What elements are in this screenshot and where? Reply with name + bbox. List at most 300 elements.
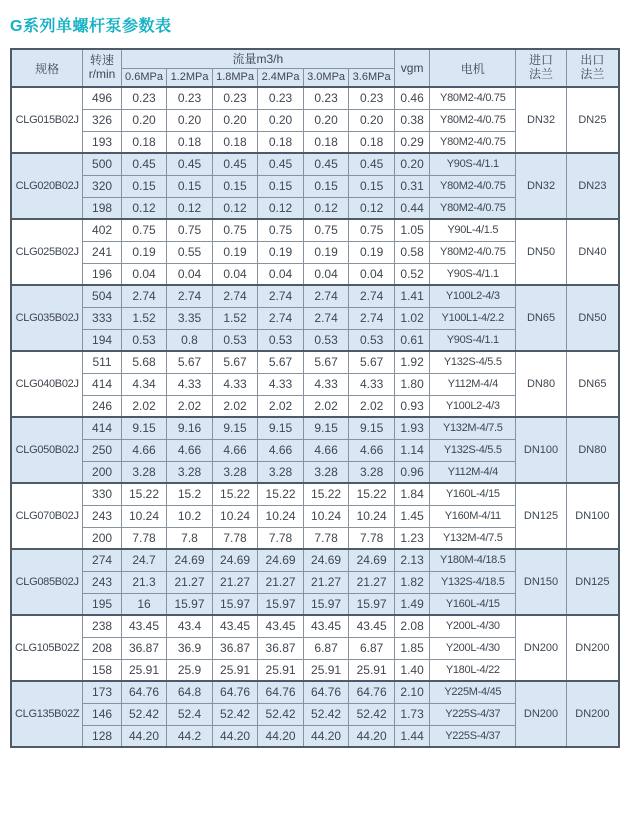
spec-cell: CLG105B02Z [11, 615, 83, 681]
speed-cell: 198 [83, 197, 121, 219]
vgm-cell: 2.10 [394, 681, 429, 703]
flow-cell: 15.97 [303, 593, 349, 615]
vgm-cell: 0.96 [394, 461, 429, 483]
vgm-cell: 0.93 [394, 395, 429, 417]
flow-cell: 24.69 [258, 549, 304, 571]
flow-cell: 0.15 [212, 175, 258, 197]
table-body [11, 87, 619, 747]
flow-cell: 1.52 [212, 307, 258, 329]
flow-cell: 0.15 [349, 175, 395, 197]
flow-cell: 43.45 [121, 615, 167, 637]
flow-cell: 0.45 [212, 153, 258, 175]
flow-cell: 52.42 [121, 703, 167, 725]
flow-cell: 0.20 [258, 109, 304, 131]
vgm-cell: 1.92 [394, 351, 429, 373]
motor-cell: Y112M-4/4 [430, 373, 516, 395]
motor-cell: Y100L2-4/3 [430, 395, 516, 417]
outlet-flange-cell: DN40 [566, 219, 619, 285]
flow-cell: 3.35 [167, 307, 213, 329]
table-row [11, 615, 619, 637]
speed-cell: 200 [83, 461, 121, 483]
table-row [11, 351, 619, 373]
flow-cell: 10.2 [167, 505, 213, 527]
header-motor: 电机 [430, 49, 516, 87]
speed-cell: 208 [83, 637, 121, 659]
flow-cell: 0.12 [303, 197, 349, 219]
flow-cell: 0.45 [349, 153, 395, 175]
header-vgm: vgm [394, 49, 429, 87]
flow-cell: 0.75 [349, 219, 395, 241]
flow-cell: 15.22 [258, 483, 304, 505]
flow-cell: 0.18 [303, 131, 349, 153]
header-pressure-1.2: 1.2MPa [167, 68, 213, 87]
vgm-cell: 1.49 [394, 593, 429, 615]
flow-cell: 2.74 [167, 285, 213, 307]
motor-cell: Y180M-4/18.5 [430, 549, 516, 571]
flow-cell: 10.24 [121, 505, 167, 527]
motor-cell: Y80M2-4/0.75 [430, 197, 516, 219]
speed-cell: 173 [83, 681, 121, 703]
flow-cell: 44.2 [167, 725, 213, 747]
flow-cell: 0.45 [121, 153, 167, 175]
flow-cell: 3.28 [121, 461, 167, 483]
flow-cell: 2.74 [303, 285, 349, 307]
flow-cell: 4.33 [212, 373, 258, 395]
vgm-cell: 1.73 [394, 703, 429, 725]
vgm-cell: 1.23 [394, 527, 429, 549]
flow-cell: 52.42 [303, 703, 349, 725]
flow-cell: 2.74 [349, 307, 395, 329]
inlet-flange-cell: DN125 [516, 483, 567, 549]
flow-cell: 15.97 [349, 593, 395, 615]
flow-cell: 0.12 [349, 197, 395, 219]
header-pressure-1.8: 1.8MPa [212, 68, 258, 87]
outlet-flange-cell: DN200 [566, 615, 619, 681]
motor-cell: Y132M-4/7.5 [430, 417, 516, 439]
flow-cell: 7.78 [303, 527, 349, 549]
flow-cell: 15.22 [303, 483, 349, 505]
header-speed [83, 49, 121, 87]
spec-cell: CLG020B02J [11, 153, 83, 219]
flow-cell: 15.22 [121, 483, 167, 505]
flow-cell: 43.4 [167, 615, 213, 637]
inlet-flange-cell: DN100 [516, 417, 567, 483]
speed-cell: 330 [83, 483, 121, 505]
flow-cell: 4.66 [167, 439, 213, 461]
spec-cell: CLG015B02J [11, 87, 83, 153]
flow-cell: 9.16 [167, 417, 213, 439]
flow-cell: 0.53 [212, 329, 258, 351]
flow-cell: 44.20 [349, 725, 395, 747]
flow-cell: 0.20 [121, 109, 167, 131]
flow-cell: 36.87 [121, 637, 167, 659]
speed-cell: 250 [83, 439, 121, 461]
flow-cell: 6.87 [303, 637, 349, 659]
header-outlet-line1: 出口 [580, 53, 605, 68]
flow-cell: 2.02 [349, 395, 395, 417]
motor-cell: Y80M2-4/0.75 [430, 131, 516, 153]
spec-cell: CLG070B02J [11, 483, 83, 549]
speed-cell: 200 [83, 527, 121, 549]
vgm-cell: 1.80 [394, 373, 429, 395]
flow-cell: 21.27 [349, 571, 395, 593]
vgm-cell: 0.52 [394, 263, 429, 285]
inlet-flange-cell: DN50 [516, 219, 567, 285]
speed-cell: 246 [83, 395, 121, 417]
table-row [11, 219, 619, 241]
flow-cell: 0.04 [303, 263, 349, 285]
motor-cell: Y225M-4/45 [430, 681, 516, 703]
flow-cell: 0.15 [303, 175, 349, 197]
vgm-cell: 1.85 [394, 637, 429, 659]
flow-cell: 21.27 [167, 571, 213, 593]
flow-cell: 0.53 [121, 329, 167, 351]
flow-cell: 2.74 [258, 307, 304, 329]
flow-cell: 64.76 [121, 681, 167, 703]
motor-cell: Y100L1-4/2.2 [430, 307, 516, 329]
flow-cell: 9.15 [349, 417, 395, 439]
inlet-flange-cell: DN32 [516, 87, 567, 153]
flow-cell: 7.78 [349, 527, 395, 549]
motor-cell: Y200L-4/30 [430, 615, 516, 637]
flow-cell: 36.87 [212, 637, 258, 659]
flow-cell: 5.67 [258, 351, 304, 373]
flow-cell: 24.69 [167, 549, 213, 571]
speed-cell: 194 [83, 329, 121, 351]
flow-cell: 52.42 [349, 703, 395, 725]
flow-cell: 44.20 [258, 725, 304, 747]
header-speed-line2: r/min [88, 67, 116, 81]
flow-cell: 2.02 [212, 395, 258, 417]
inlet-flange-cell: DN32 [516, 153, 567, 219]
flow-cell: 52.42 [258, 703, 304, 725]
flow-cell: 7.78 [121, 527, 167, 549]
flow-cell: 0.23 [212, 87, 258, 109]
motor-cell: Y90S-4/1.1 [430, 153, 516, 175]
speed-cell: 193 [83, 131, 121, 153]
header-flow: 流量m3/h [121, 49, 394, 68]
flow-cell: 10.24 [258, 505, 304, 527]
header-pressure-3.6: 3.6MPa [349, 68, 395, 87]
flow-cell: 0.23 [349, 87, 395, 109]
flow-cell: 15.2 [167, 483, 213, 505]
flow-cell: 0.04 [349, 263, 395, 285]
pump-parameters-table [10, 48, 620, 748]
flow-cell: 24.69 [212, 549, 258, 571]
flow-cell: 0.75 [212, 219, 258, 241]
motor-cell: Y80M2-4/0.75 [430, 87, 516, 109]
flow-cell: 24.69 [303, 549, 349, 571]
flow-cell: 0.12 [212, 197, 258, 219]
outlet-flange-cell: DN25 [566, 87, 619, 153]
vgm-cell: 0.38 [394, 109, 429, 131]
flow-cell: 0.19 [258, 241, 304, 263]
flow-cell: 21.27 [303, 571, 349, 593]
outlet-flange-cell: DN23 [566, 153, 619, 219]
vgm-cell: 0.20 [394, 153, 429, 175]
flow-cell: 0.23 [121, 87, 167, 109]
vgm-cell: 0.44 [394, 197, 429, 219]
header-pressure-3.0: 3.0MPa [303, 68, 349, 87]
flow-cell: 0.45 [303, 153, 349, 175]
flow-cell: 6.87 [349, 637, 395, 659]
flow-cell: 64.76 [303, 681, 349, 703]
vgm-cell: 1.05 [394, 219, 429, 241]
flow-cell: 4.33 [303, 373, 349, 395]
table-row [11, 681, 619, 703]
motor-cell: Y100L2-4/3 [430, 285, 516, 307]
table-row [11, 285, 619, 307]
vgm-cell: 1.93 [394, 417, 429, 439]
spec-cell: CLG035B02J [11, 285, 83, 351]
flow-cell: 3.28 [167, 461, 213, 483]
vgm-cell: 1.45 [394, 505, 429, 527]
vgm-cell: 1.40 [394, 659, 429, 681]
vgm-cell: 1.84 [394, 483, 429, 505]
flow-cell: 0.12 [167, 197, 213, 219]
flow-cell: 25.91 [303, 659, 349, 681]
flow-cell: 0.53 [258, 329, 304, 351]
flow-cell: 64.76 [349, 681, 395, 703]
flow-cell: 0.12 [258, 197, 304, 219]
outlet-flange-cell: DN125 [566, 549, 619, 615]
flow-cell: 15.97 [258, 593, 304, 615]
flow-cell: 2.02 [167, 395, 213, 417]
flow-cell: 44.20 [303, 725, 349, 747]
inlet-flange-cell: DN150 [516, 549, 567, 615]
header-spec: 规格 [11, 49, 83, 87]
flow-cell: 36.87 [258, 637, 304, 659]
speed-cell: 274 [83, 549, 121, 571]
header-inlet-line1: 进口 [529, 53, 554, 68]
flow-cell: 0.04 [258, 263, 304, 285]
flow-cell: 0.75 [303, 219, 349, 241]
flow-cell: 0.19 [349, 241, 395, 263]
inlet-flange-cell: DN80 [516, 351, 567, 417]
spec-cell: CLG135B02Z [11, 681, 83, 747]
flow-cell: 25.91 [349, 659, 395, 681]
flow-cell: 5.67 [303, 351, 349, 373]
flow-cell: 0.15 [258, 175, 304, 197]
motor-cell: Y180L-4/22 [430, 659, 516, 681]
flow-cell: 52.4 [167, 703, 213, 725]
motor-cell: Y80M2-4/0.75 [430, 175, 516, 197]
flow-cell: 0.19 [121, 241, 167, 263]
speed-cell: 414 [83, 417, 121, 439]
flow-cell: 2.74 [212, 285, 258, 307]
flow-cell: 64.76 [258, 681, 304, 703]
vgm-cell: 1.44 [394, 725, 429, 747]
flow-cell: 2.02 [121, 395, 167, 417]
flow-cell: 0.23 [303, 87, 349, 109]
header-pressure-2.4: 2.4MPa [258, 68, 304, 87]
vgm-cell: 1.14 [394, 439, 429, 461]
flow-cell: 0.04 [121, 263, 167, 285]
flow-cell: 9.15 [121, 417, 167, 439]
outlet-flange-cell: DN200 [566, 681, 619, 747]
flow-cell: 24.69 [349, 549, 395, 571]
flow-cell: 4.33 [349, 373, 395, 395]
inlet-flange-cell: DN65 [516, 285, 567, 351]
header-row-1 [11, 49, 619, 68]
motor-cell: Y200L-4/30 [430, 637, 516, 659]
spec-cell: CLG025B02J [11, 219, 83, 285]
speed-cell: 128 [83, 725, 121, 747]
flow-cell: 43.45 [303, 615, 349, 637]
vgm-cell: 1.82 [394, 571, 429, 593]
flow-cell: 21.27 [212, 571, 258, 593]
flow-cell: 5.67 [167, 351, 213, 373]
flow-cell: 15.97 [212, 593, 258, 615]
flow-cell: 0.15 [121, 175, 167, 197]
flow-cell: 16 [121, 593, 167, 615]
motor-cell: Y90S-4/1.1 [430, 329, 516, 351]
flow-cell: 4.66 [303, 439, 349, 461]
flow-cell: 25.91 [121, 659, 167, 681]
flow-cell: 21.3 [121, 571, 167, 593]
flow-cell: 0.20 [303, 109, 349, 131]
flow-cell: 4.66 [349, 439, 395, 461]
motor-cell: Y80M2-4/0.75 [430, 241, 516, 263]
outlet-flange-cell: DN100 [566, 483, 619, 549]
flow-cell: 4.66 [121, 439, 167, 461]
flow-cell: 0.75 [167, 219, 213, 241]
flow-cell: 4.33 [258, 373, 304, 395]
flow-cell: 36.9 [167, 637, 213, 659]
header-pressure-0.6: 0.6MPa [121, 68, 167, 87]
flow-cell: 2.74 [349, 285, 395, 307]
motor-cell: Y160M-4/11 [430, 505, 516, 527]
flow-cell: 0.18 [349, 131, 395, 153]
inlet-flange-cell: DN200 [516, 615, 567, 681]
speed-cell: 402 [83, 219, 121, 241]
speed-cell: 414 [83, 373, 121, 395]
flow-cell: 7.78 [212, 527, 258, 549]
motor-cell: Y132S-4/5.5 [430, 351, 516, 373]
flow-cell: 64.8 [167, 681, 213, 703]
flow-cell: 52.42 [212, 703, 258, 725]
spec-cell: CLG085B02J [11, 549, 83, 615]
flow-cell: 2.02 [303, 395, 349, 417]
vgm-cell: 2.13 [394, 549, 429, 571]
outlet-flange-cell: DN65 [566, 351, 619, 417]
flow-cell: 0.04 [167, 263, 213, 285]
spec-cell: CLG050B02J [11, 417, 83, 483]
speed-cell: 195 [83, 593, 121, 615]
flow-cell: 0.55 [167, 241, 213, 263]
header-inlet-flange [516, 49, 567, 87]
flow-cell: 43.45 [349, 615, 395, 637]
inlet-flange-cell: DN200 [516, 681, 567, 747]
flow-cell: 0.18 [258, 131, 304, 153]
speed-cell: 500 [83, 153, 121, 175]
flow-cell: 0.20 [212, 109, 258, 131]
flow-cell: 0.23 [167, 87, 213, 109]
flow-cell: 21.27 [258, 571, 304, 593]
flow-cell: 0.23 [258, 87, 304, 109]
flow-cell: 5.67 [349, 351, 395, 373]
speed-cell: 243 [83, 571, 121, 593]
flow-cell: 2.74 [303, 307, 349, 329]
motor-cell: Y225S-4/37 [430, 703, 516, 725]
table-row [11, 87, 619, 109]
flow-cell: 0.20 [349, 109, 395, 131]
speed-cell: 333 [83, 307, 121, 329]
table-row [11, 153, 619, 175]
motor-cell: Y225S-4/37 [430, 725, 516, 747]
flow-cell: 25.91 [258, 659, 304, 681]
flow-cell: 0.15 [167, 175, 213, 197]
vgm-cell: 0.29 [394, 131, 429, 153]
flow-cell: 44.20 [212, 725, 258, 747]
flow-cell: 15.97 [167, 593, 213, 615]
flow-cell: 0.75 [121, 219, 167, 241]
flow-cell: 3.28 [349, 461, 395, 483]
header-outlet-line2: 法兰 [580, 67, 605, 81]
outlet-flange-cell: DN80 [566, 417, 619, 483]
flow-cell: 1.52 [121, 307, 167, 329]
vgm-cell: 1.02 [394, 307, 429, 329]
flow-cell: 15.22 [212, 483, 258, 505]
flow-cell: 5.67 [212, 351, 258, 373]
flow-cell: 0.04 [212, 263, 258, 285]
flow-cell: 9.15 [212, 417, 258, 439]
motor-cell: Y132S-4/18.5 [430, 571, 516, 593]
flow-cell: 3.28 [303, 461, 349, 483]
flow-cell: 0.18 [121, 131, 167, 153]
flow-cell: 10.24 [303, 505, 349, 527]
flow-cell: 2.74 [258, 285, 304, 307]
flow-cell: 25.91 [212, 659, 258, 681]
flow-cell: 9.15 [303, 417, 349, 439]
motor-cell: Y80M2-4/0.75 [430, 109, 516, 131]
speed-cell: 196 [83, 263, 121, 285]
flow-cell: 4.66 [258, 439, 304, 461]
vgm-cell: 2.08 [394, 615, 429, 637]
table-row [11, 417, 619, 439]
speed-cell: 511 [83, 351, 121, 373]
flow-cell: 10.24 [349, 505, 395, 527]
flow-cell: 4.34 [121, 373, 167, 395]
speed-cell: 326 [83, 109, 121, 131]
speed-cell: 158 [83, 659, 121, 681]
flow-cell: 9.15 [258, 417, 304, 439]
flow-cell: 43.45 [212, 615, 258, 637]
flow-cell: 0.75 [258, 219, 304, 241]
speed-cell: 496 [83, 87, 121, 109]
flow-cell: 2.02 [258, 395, 304, 417]
flow-cell: 7.8 [167, 527, 213, 549]
flow-cell: 0.20 [167, 109, 213, 131]
vgm-cell: 0.46 [394, 87, 429, 109]
vgm-cell: 0.61 [394, 329, 429, 351]
flow-cell: 0.53 [349, 329, 395, 351]
motor-cell: Y132S-4/5.5 [430, 439, 516, 461]
flow-cell: 3.28 [212, 461, 258, 483]
speed-cell: 504 [83, 285, 121, 307]
flow-cell: 15.22 [349, 483, 395, 505]
spec-cell: CLG040B02J [11, 351, 83, 417]
table-header [11, 49, 619, 87]
speed-cell: 243 [83, 505, 121, 527]
flow-cell: 43.45 [258, 615, 304, 637]
header-outlet-flange [566, 49, 619, 87]
speed-cell: 238 [83, 615, 121, 637]
motor-cell: Y160L-4/15 [430, 593, 516, 615]
flow-cell: 0.18 [167, 131, 213, 153]
flow-cell: 4.33 [167, 373, 213, 395]
flow-cell: 3.28 [258, 461, 304, 483]
